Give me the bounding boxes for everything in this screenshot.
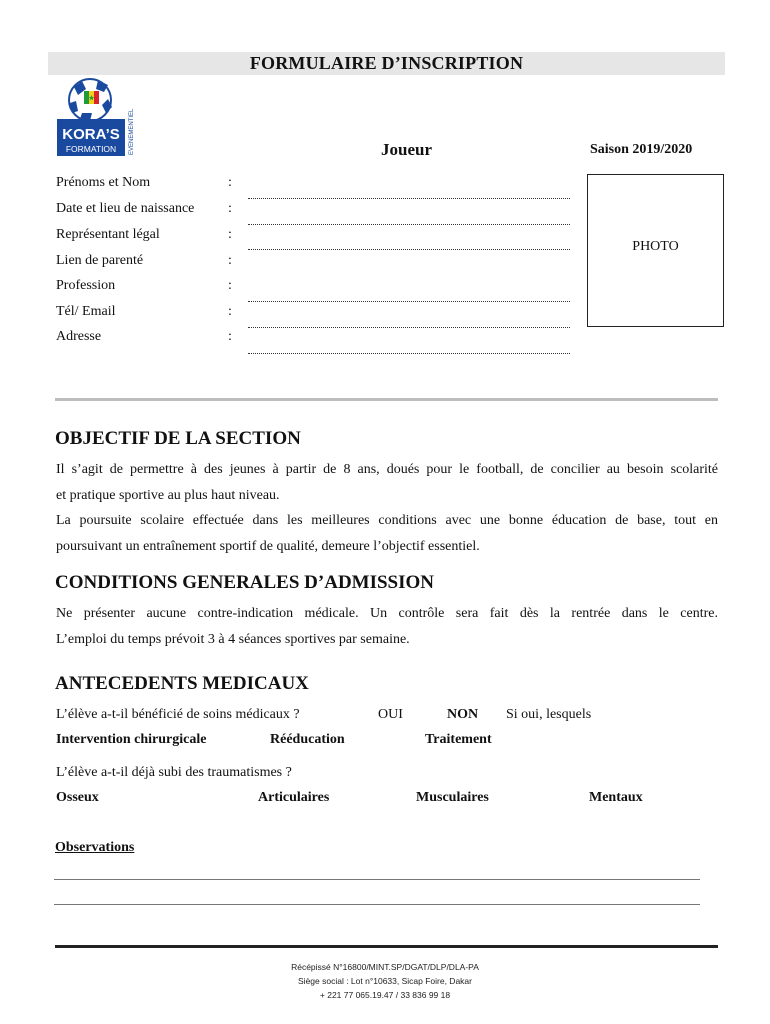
field-label-birth: Date et lieu de naissance xyxy=(56,201,195,216)
field-colon: : xyxy=(228,227,232,242)
photo-box[interactable] xyxy=(587,174,724,327)
field-colon: : xyxy=(228,329,232,344)
objectif-title: OBJECTIF DE LA SECTION xyxy=(55,428,301,449)
address-input-line-2[interactable] xyxy=(248,353,570,354)
season-label: Saison 2019/2020 xyxy=(590,142,693,157)
field-colon: : xyxy=(228,201,232,216)
field-label-legal-rep: Représentant légal xyxy=(56,227,160,242)
field-colon: : xyxy=(228,253,232,268)
conditions-title: CONDITIONS GENERALES D’ADMISSION xyxy=(55,572,435,593)
conditions-line-1: Ne présenter aucune contre-indication médicale. Un contrôle sera fait dès la rentrée dans le centre. xyxy=(56,606,718,621)
observations-line-2[interactable] xyxy=(54,904,700,905)
footer-address: Siège social : Lot n°10633, Sicap Foire, Dakar xyxy=(298,976,472,986)
field-label-profession: Profession xyxy=(56,278,116,293)
objectif-line-2: et pratique sportive au plus haut niveau. xyxy=(56,488,280,503)
observations-line-1[interactable] xyxy=(54,879,700,880)
medical-question-2: L’élève a-t-il déjà subi des traumatismes ? xyxy=(56,765,292,780)
legal-rep-input-line[interactable] xyxy=(248,249,570,250)
koras-logo xyxy=(56,77,138,157)
si-oui-label: Si oui, lesquels xyxy=(506,707,592,722)
photo-label: PHOTO xyxy=(632,239,679,254)
field-label-phone-email: Tél/ Email xyxy=(56,304,116,319)
trauma-joint[interactable]: Articulaires xyxy=(258,790,330,805)
player-label: Joueur xyxy=(381,140,432,159)
field-label-address: Adresse xyxy=(56,329,102,344)
observations-title: Observations xyxy=(55,840,135,855)
oui-option[interactable]: OUI xyxy=(378,707,403,722)
trauma-mental[interactable]: Mentaux xyxy=(589,790,643,805)
field-colon: : xyxy=(228,304,232,319)
non-option[interactable]: NON xyxy=(447,707,479,722)
section-divider xyxy=(55,398,718,401)
medical-title: ANTECEDENTS MEDICAUX xyxy=(55,673,309,694)
field-colon: : xyxy=(228,278,232,293)
objectif-line-1: Il s’agit de permettre à des jeunes à partir de 8 ans, doués pour le football, de concilier au besoin scolarité xyxy=(56,462,718,477)
care-rehab[interactable]: Rééducation xyxy=(270,732,345,747)
logo-brand-text: KORA’S xyxy=(62,126,120,143)
field-colon: : xyxy=(228,175,232,190)
logo-subtitle-text: FORMATION xyxy=(65,144,117,154)
trauma-muscle[interactable]: Musculaires xyxy=(416,790,489,805)
birth-input-line[interactable] xyxy=(248,224,570,225)
trauma-bone[interactable]: Osseux xyxy=(56,790,99,805)
care-surgery[interactable]: Intervention chirurgicale xyxy=(56,732,207,747)
medical-question-1: L’élève a-t-il bénéficié de soins médicaux ? xyxy=(56,707,300,722)
conditions-line-2: L’emploi du temps prévoit 3 à 4 séances sportives par semaine. xyxy=(56,632,410,647)
field-label-relationship: Lien de parenté xyxy=(56,253,144,268)
phone-email-input-line[interactable] xyxy=(248,301,570,302)
objectif-line-4: poursuivant un entraînement sportif de qualité, demeure l’objectif essentiel. xyxy=(56,539,480,554)
page-title: FORMULAIRE D’INSCRIPTION xyxy=(48,52,725,75)
footer-divider xyxy=(55,945,718,948)
care-treatment[interactable]: Traitement xyxy=(425,732,492,747)
objectif-line-3: La poursuite scolaire effectuée dans les meilleures conditions avec une bonne éducation de base, tout en xyxy=(56,513,718,528)
football-logo-icon xyxy=(56,77,138,157)
field-label-name: Prénoms et Nom xyxy=(56,175,151,190)
name-input-line[interactable] xyxy=(248,198,570,199)
address-input-line[interactable] xyxy=(248,327,570,328)
footer-receipt: Récépissé N°16800/MINT.SP/DGAT/DLP/DLA-PA xyxy=(291,962,479,972)
logo-vertical-text: EVENEMENTIEL xyxy=(129,108,135,155)
footer-phone: + 221 77 065.19.47 / 33 836 99 18 xyxy=(319,990,451,1000)
